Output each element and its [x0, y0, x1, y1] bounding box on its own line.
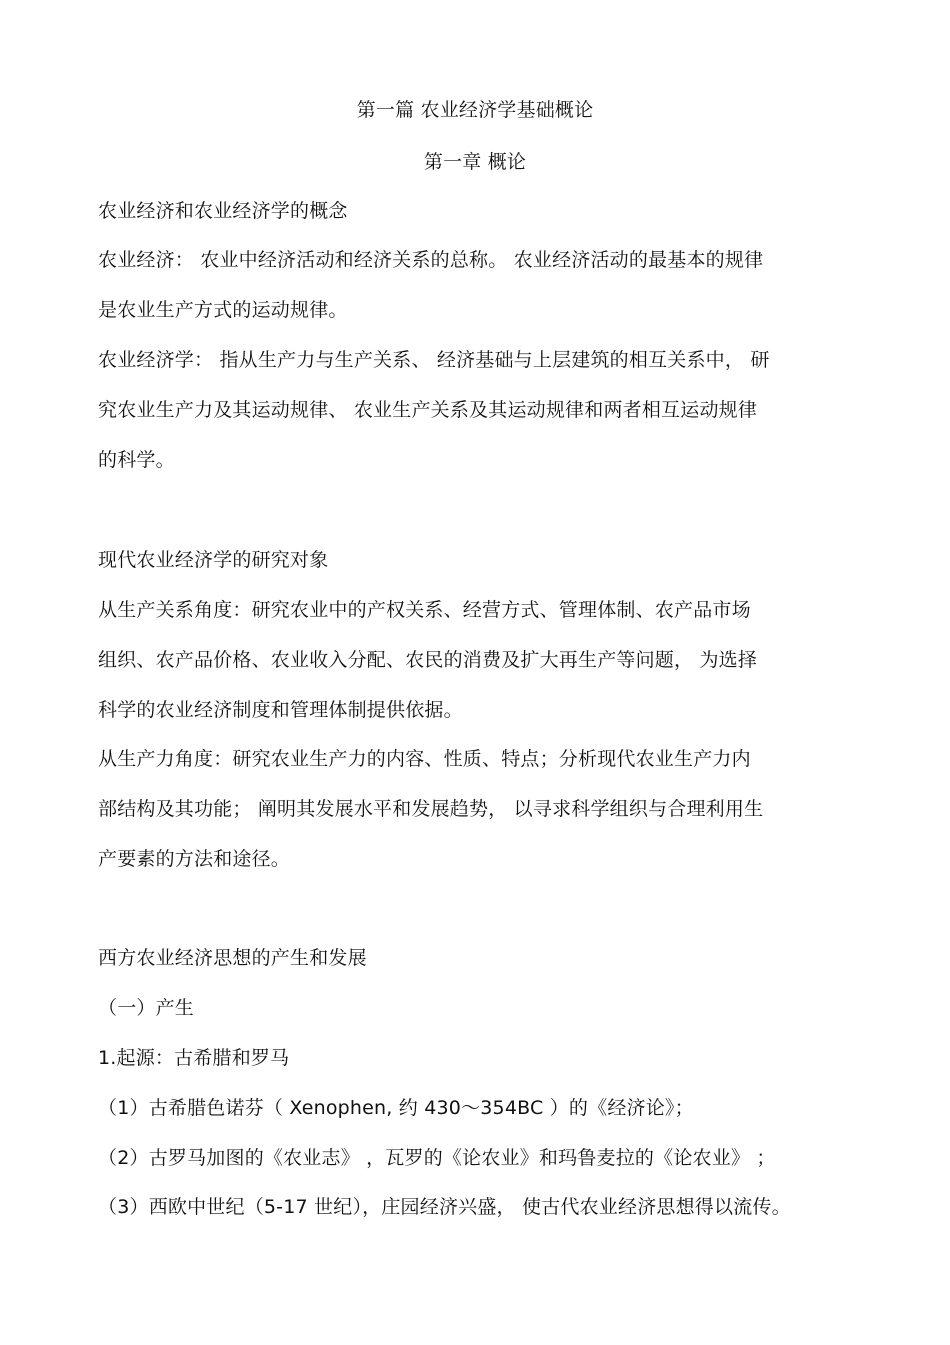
- section-heading-concept: 农业经济和农业经济学的概念: [98, 200, 348, 222]
- paragraph-line: 从生产力角度：研究农业生产力的内容、性质、特点；分析现代农业生产力内: [98, 748, 751, 770]
- paragraph-line: 部结构及其功能； 阐明其发展水平和发展趋势， 以寻求科学组织与合理利用生: [98, 798, 764, 820]
- list-item: （2）古罗马加图的《农业志》 ，瓦罗的《论农业》和玛鲁麦拉的《论农业》 ；: [98, 1147, 776, 1169]
- part-title: 第一篇 农业经济学基础概论: [356, 99, 594, 121]
- list-item: （3）西欧中世纪（5-17 世纪），庄园经济兴盛， 使古代农业经济思想得以流传。: [98, 1196, 791, 1218]
- paragraph-line: 从生产关系角度：研究农业中的产权关系、经营方式、管理体制、农产品市场: [98, 599, 751, 621]
- paragraph-line: 究农业生产力及其运动规律、 农业生产关系及其运动规律和两者相互运动规律: [98, 399, 758, 421]
- paragraph-line: 组织、农产品价格、农业收入分配、农民的消费及扩大再生产等问题， 为选择: [98, 649, 758, 671]
- section-heading-research-object: 现代农业经济学的研究对象: [98, 549, 329, 571]
- paragraph-line: 的科学。: [98, 449, 175, 471]
- subsection-heading: （一）产生: [98, 997, 195, 1019]
- paragraph-line: 科学的农业经济制度和管理体制提供依据。: [98, 699, 463, 721]
- section-heading-western-thought: 西方农业经济思想的产生和发展: [98, 947, 367, 969]
- paragraph-line: 农业经济： 农业中经济活动和经济关系的总称。 农业经济活动的最基本的规律: [98, 249, 764, 271]
- list-item: （1）古希腊色诺芬（ Xenophen, 约 430～354BC ）的《经济论》；: [98, 1097, 694, 1119]
- paragraph-line: 是农业生产方式的运动规律。: [98, 299, 348, 321]
- chapter-title: 第一章 概论: [423, 151, 527, 173]
- list-heading: 1.起源：古希腊和罗马: [98, 1047, 290, 1069]
- paragraph-line: 农业经济学： 指从生产力与生产关系、 经济基础与上层建筑的相互关系中， 研: [98, 349, 770, 371]
- paragraph-line: 产要素的方法和途径。: [98, 848, 291, 870]
